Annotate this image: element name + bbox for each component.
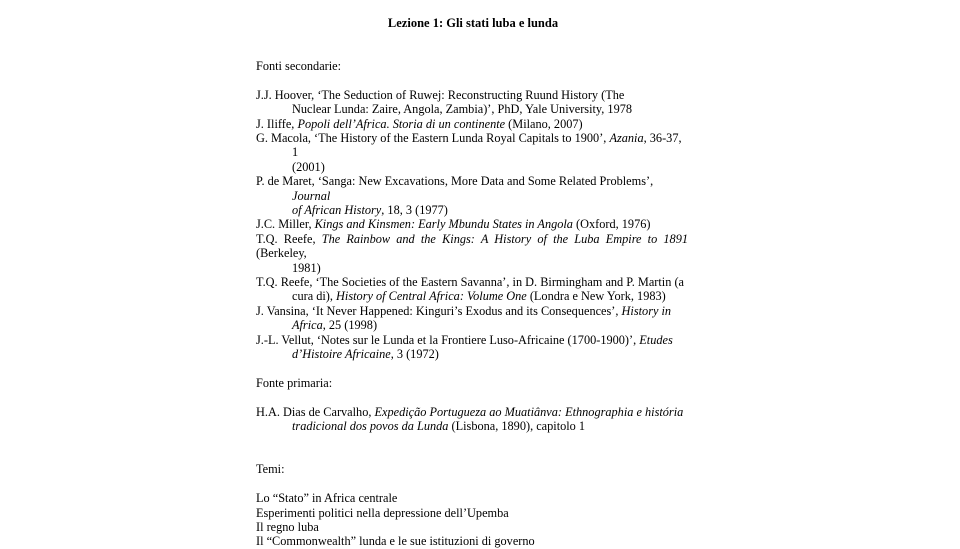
document-body [256,59,688,549]
bibliography-entry: T.Q. Reefe, The Rainbow and the Kings: A History of the Luba Empire to 1891 [256,231,688,246]
theme-item: Il regno luba [256,519,319,534]
page-title: Lezione 1: Gli stati luba e lunda [387,16,559,30]
bibliography-entry-continued: (Berkeley, [256,246,307,261]
bibliography-entry: J.J. Hoover, ‘The Seduction of Ruwej: Reconstructing Ruund History (The Nuclear Lunda: Zaire, Angola, Zambia)’, PhD, Yale University, 1978 [256,87,633,117]
theme-item: Il “Commonwealth” lunda e le sue istituzioni di governo [256,534,535,549]
theme-item: Esperimenti politici nella depressione dell’Upemba [256,505,509,520]
secondary-sources-heading: Fonti secondarie: [256,59,342,73]
primary-source-entry: H.A. Dias de Carvalho, Expedição Portugueza ao Muatiânva: Ethnographia e história tradicional dos povos da Lunda (Lisbona, 1890), capitolo 1 [256,404,684,434]
bibliography-entry: G. Macola, ‘The History of the Eastern Lunda Royal Capitals to 1900’, Azania, 36-37, 1 (2001) [256,131,682,174]
primary-source-heading: Fonte primaria: [256,375,333,390]
bibliography-entry-continued: 1981) [292,260,321,275]
bibliography-entry: J. Vansina, ‘It Never Happened: Kinguri’s Exodus and its Consequences’, History in Africa, 25 (1998) [256,303,672,333]
bibliography-entry: J. Iliffe, Popoli dell’Africa. Storia di un continente (Milano, 2007) [256,116,583,131]
bibliography-entry: T.Q. Reefe, ‘The Societies of the Eastern Savanna’, in D. Birmingham and P. Martin (a cura di), History of Central Africa: Volume One (Londra e New York, 1983) [256,275,684,304]
themes-heading: Temi: [256,462,285,477]
theme-item: Lo “Stato” in Africa centrale [256,491,398,506]
bibliography-entry: P. de Maret, ‘Sanga: New Excavations, More Data and Some Related Problems’, Journal of African History, 18, 3 (1977) [256,174,654,218]
bibliography-entry: J.-L. Vellut, ‘Notes sur le Lunda et la Frontiere Luso-Africaine (1700-1900)’, Etudes d’Histoire Africaine, 3 (1972) [256,332,673,362]
bibliography-entry: J.C. Miller, Kings and Kinsmen: Early Mbundu States in Angola (Oxford, 1976) [256,217,651,232]
